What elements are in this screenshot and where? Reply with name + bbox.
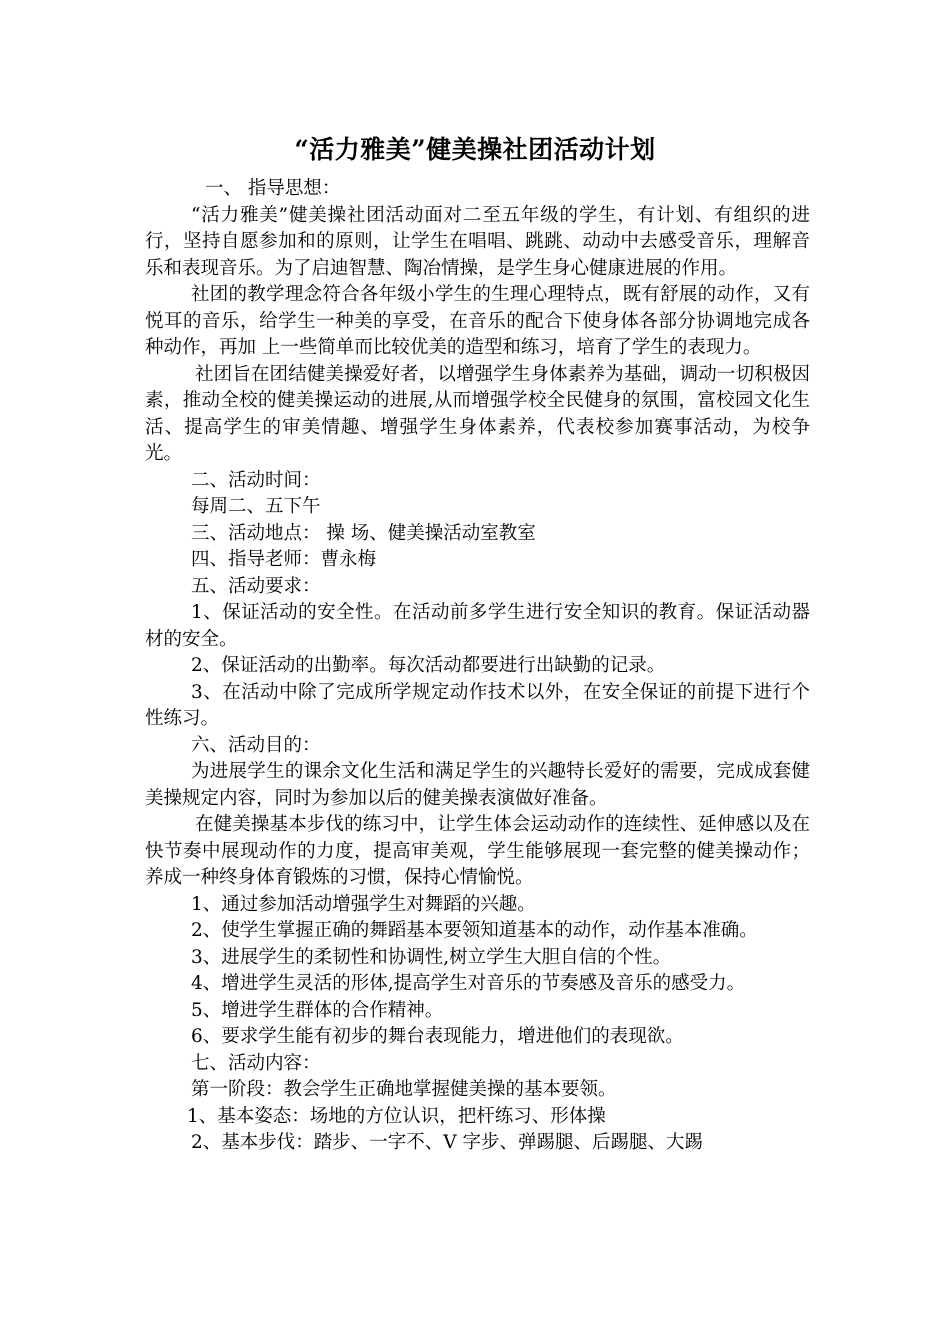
list-item-requirement-2: 2、保证活动的出勤率。每次活动都要进行出缺勤的记录。 <box>191 655 666 676</box>
paragraph-intro: “活力雅美”健美操社团活动面对二至五年级的学生，有计划、有组织的进行，坚持自愿参加和的原则，让学生在唱唱、跳跳、动动中去感受音乐，理解音乐和表现音乐。为了启迪智慧、陶冶情操，是学生身心健康进展的作用。 <box>145 204 810 279</box>
section-heading-activity-location: 三、活动地点： 操 场、健美操活动室教室 <box>191 522 536 544</box>
document-body <box>145 176 810 1157</box>
section-heading-activity-time: 二、活动时间： <box>191 469 321 491</box>
paragraph-stage-1: 第一阶段：教会学生正确地掌握健美操的基本要领。 <box>191 1079 617 1100</box>
paragraph-club-purpose: 社团旨在团结健美操爱好者，以增强学生身体素养为基础，调动一切积极因素，推动全校的健美操运动的进展,从而增强学校全民健身的氛围，富校园文化生活、提高学生的审美情趣、增强学生身体素养，代表校参加赛事活动，为校争光。 <box>145 363 810 464</box>
section-heading-requirements: 五、活动要求： <box>191 575 321 597</box>
list-item-goal-6: 6、要求学生能有初步的舞台表现能力，增进他们的表现欲。 <box>191 1026 684 1047</box>
paragraph-teaching-concept: 社团的教学理念符合各年级小学生的生理心理特点，既有舒展的动作，又有悦耳的音乐，给学生一种美的享受，在音乐的配合下使身体各部分协调地完成各种动作，再加 上一些简单而比较优美的造型和练习，培育了学生的表现力。 <box>145 284 810 358</box>
section-heading-instructor: 四、指导老师：曹永梅 <box>191 549 377 570</box>
list-item-goal-4: 4、增进学生灵活的形体,提高学生对音乐的节奏感及音乐的感受力。 <box>191 973 746 994</box>
list-item-goal-2: 2、使学生掌握正确的舞蹈基本要领知道基本的动作，动作基本准确。 <box>191 920 758 941</box>
list-item-content-1: 1、基本姿态：场地的方位认识，把杆练习、形体操 <box>187 1105 606 1127</box>
document-title: “活力雅美”健美操社团活动计划 <box>294 135 656 164</box>
list-item-requirement-3: 3、在活动中除了完成所学规定动作技术以外，在安全保证的前提下进行个性练习。 <box>145 681 810 729</box>
list-item-goal-3: 3、进展学生的柔韧性和协调性,树立学生大胆自信的个性。 <box>191 946 672 968</box>
paragraph-activity-time: 每周二、五下午 <box>191 496 321 517</box>
list-item-requirement-1: 1、保证活动的安全性。在活动前多学生进行安全知识的教育。保证活动器材的安全。 <box>145 602 810 650</box>
paragraph-purpose-1: 为进展学生的课余文化生活和满足学生的兴趣特长爱好的需要，完成成套健美操规定内容，同时为参加以后的健美操表演做好准备。 <box>145 761 810 809</box>
list-item-content-2: 2、基本步伐：踏步、一字不、V 字步、弹踢腿、后踢腿、大踢 <box>191 1132 704 1153</box>
list-item-goal-5: 5、增进学生群体的合作精神。 <box>191 999 444 1021</box>
paragraph-purpose-2: 在健美操基本步伐的练习中，让学生体会运动动作的连续性、延伸感以及在快节奏中展现动作的力度，提高审美观，学生能够展现一套完整的健美操动作；养成一种终身体育锻炼的习惯，保持心情愉悦。 <box>145 814 810 888</box>
section-heading-guiding-ideology: 一、 指导思想： <box>205 178 341 199</box>
list-item-goal-1: 1、通过参加活动增强学生对舞蹈的兴趣。 <box>191 893 536 915</box>
section-heading-purpose: 六、活动目的： <box>191 734 321 756</box>
section-heading-content: 七、活动内容： <box>191 1052 321 1074</box>
